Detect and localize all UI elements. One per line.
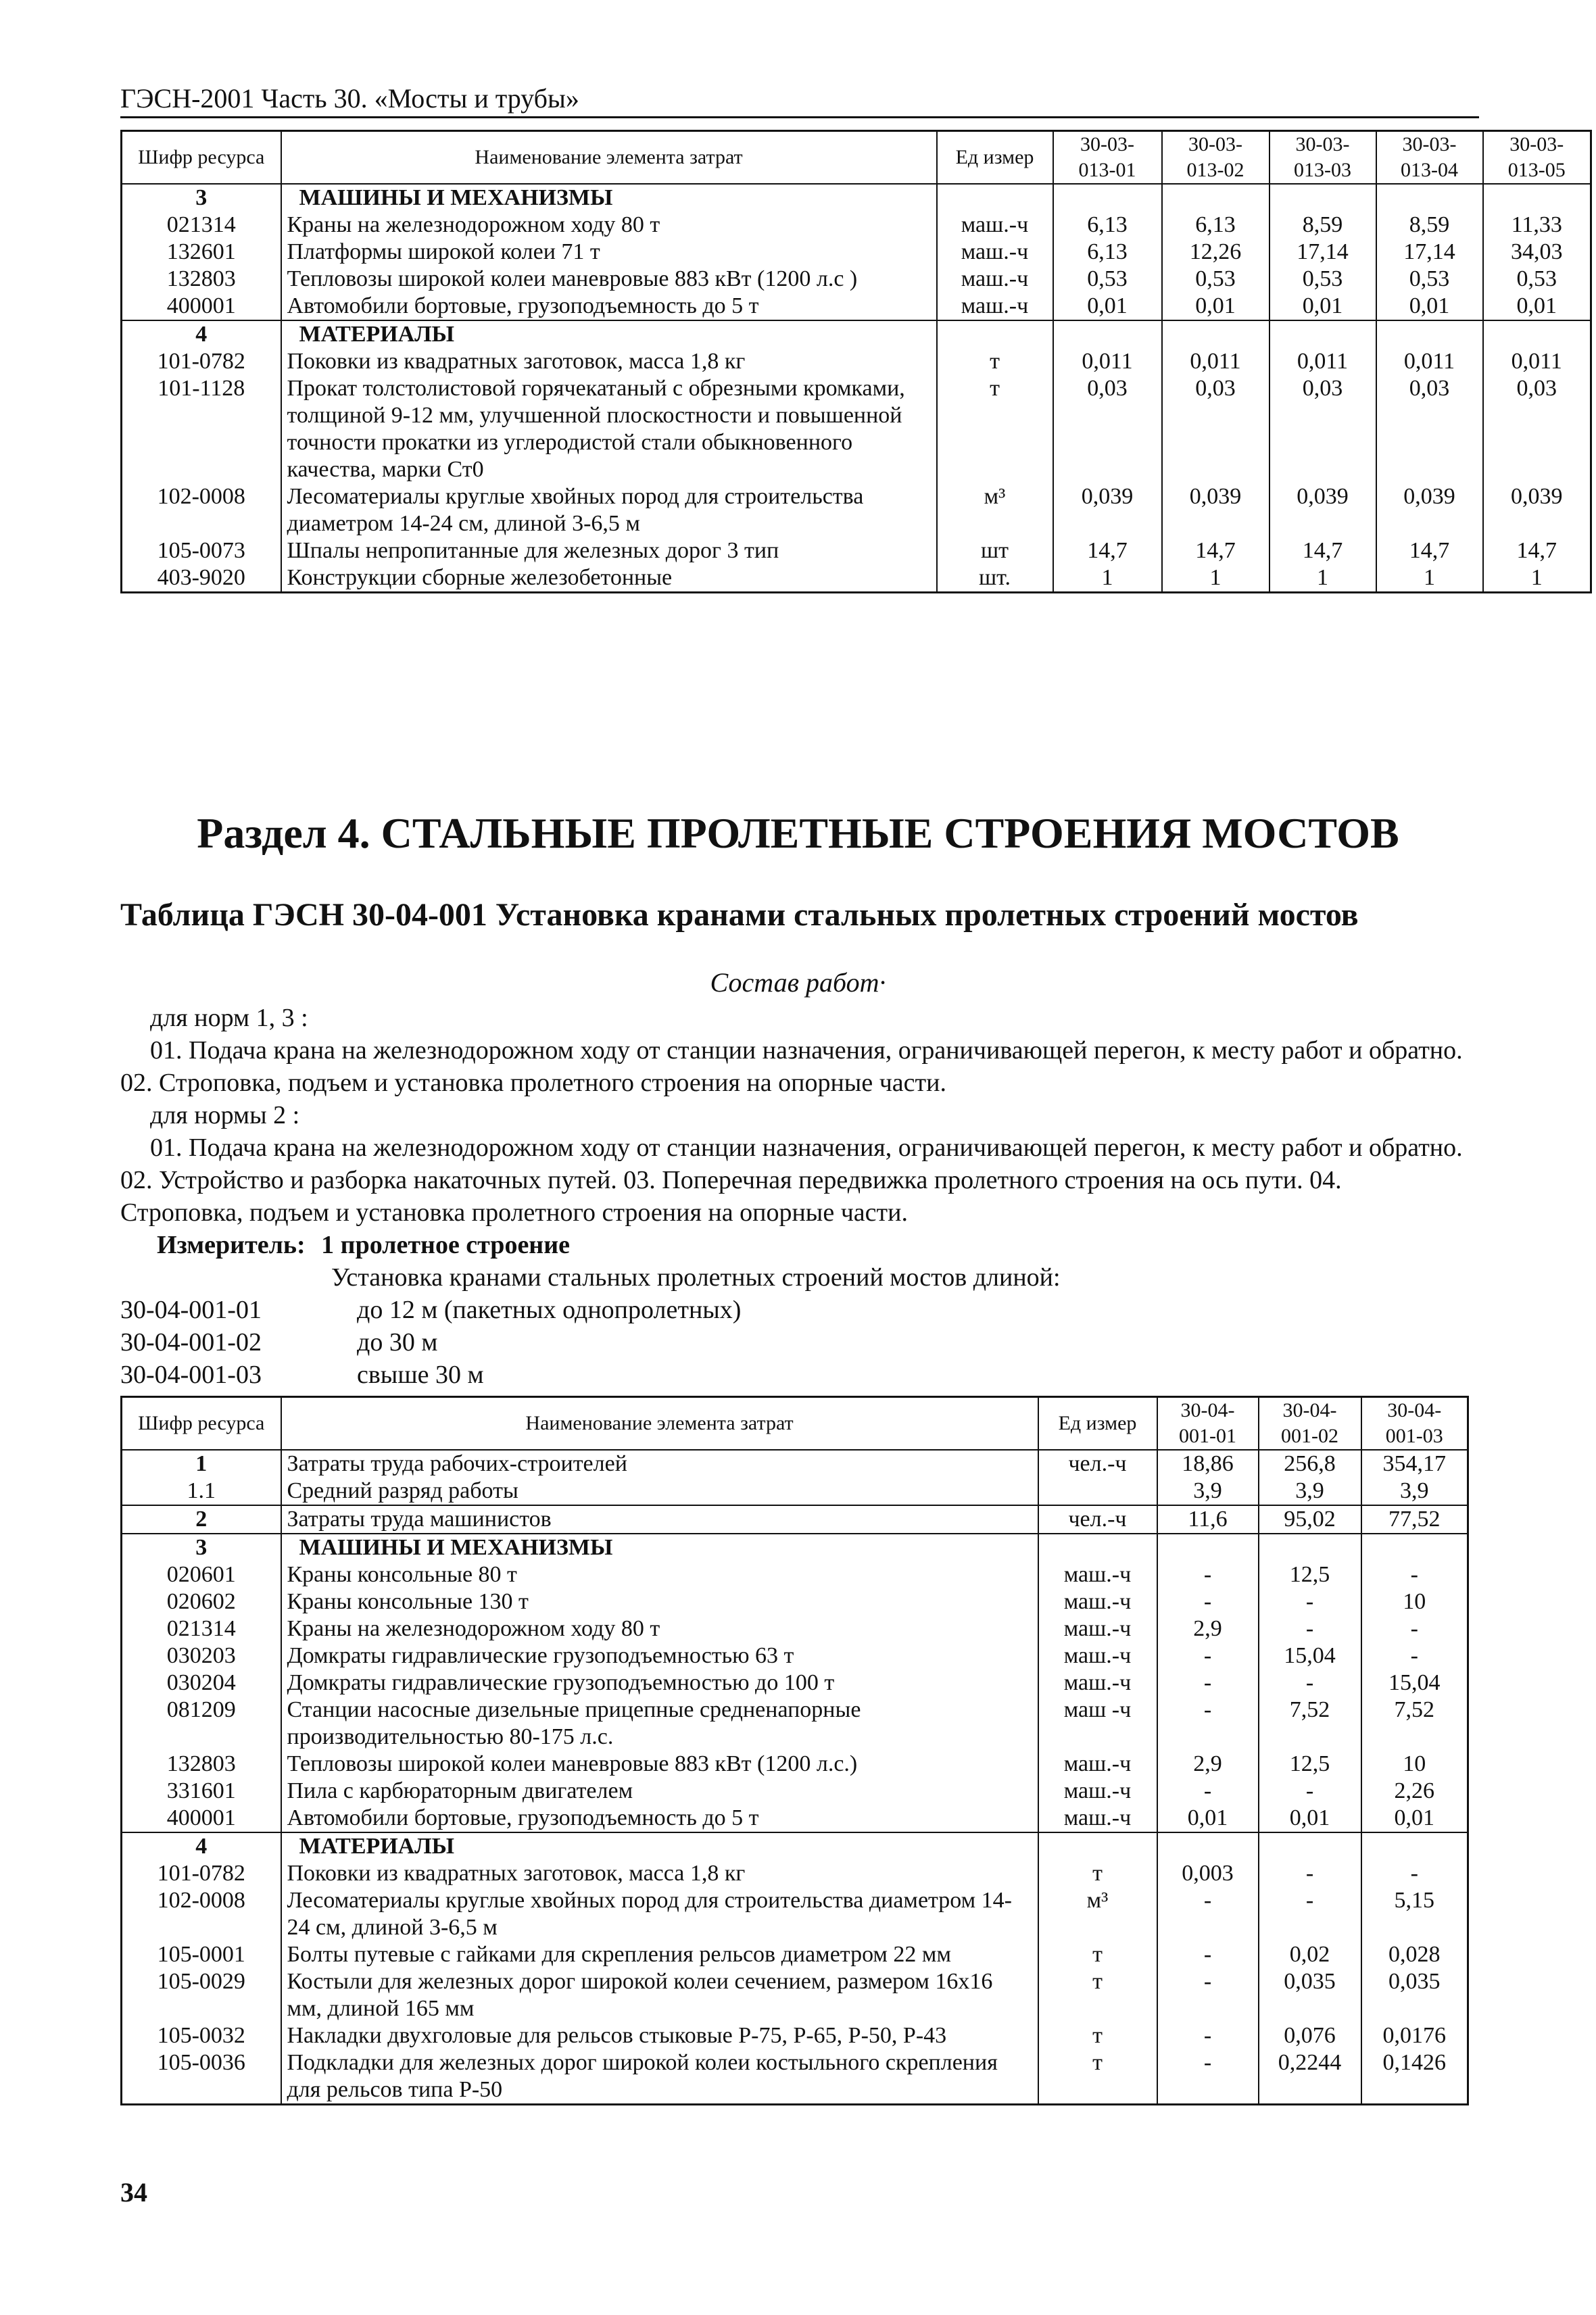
unit: [1038, 1832, 1157, 1860]
norm-value: 8,59: [1376, 212, 1483, 239]
header-norm-col: 30-03- 013-04: [1376, 131, 1483, 185]
unit: чел.-ч: [1038, 1505, 1157, 1534]
table-row: [122, 266, 1591, 293]
table-row: [122, 1887, 1468, 1941]
resource-code: 132601: [122, 239, 281, 266]
resource-name: Домкраты гидравлические грузоподъемностью до 100 т: [281, 1670, 1038, 1697]
norm-value: -: [1259, 1778, 1361, 1805]
section-row: [122, 184, 1591, 212]
resource-name: МАШИНЫ И МЕХАНИЗМЫ: [281, 184, 937, 212]
section-row: [122, 1832, 1468, 1860]
norm-value: -: [1157, 1670, 1259, 1697]
resource-name: Болты путевые с гайками для скрепления рельсов диаметром 22 мм: [281, 1941, 1038, 1968]
resource-code: 2: [122, 1505, 281, 1534]
norm-value: 7,52: [1361, 1697, 1468, 1751]
unit: т: [1038, 2022, 1157, 2049]
norm-value: [1483, 320, 1591, 348]
norm-value: 14,7: [1376, 537, 1483, 564]
norm-value: 3,9: [1361, 1478, 1468, 1505]
norm-value: 0,03: [1376, 375, 1483, 483]
norm-code-item: [120, 1294, 741, 1326]
norm-value: 0,039: [1269, 483, 1376, 537]
unit: маш.-ч: [1038, 1615, 1157, 1642]
norm-code-description: до 12 м (пакетных однопролетных): [357, 1296, 742, 1324]
norm-code-item: [120, 1359, 741, 1391]
resource-name: Подкладки для железных дорог широкой колеи костыльного скрепления для рельсов типа Р-50: [281, 2049, 1038, 2105]
norm-value: -: [1361, 1615, 1468, 1642]
norm-value: 12,5: [1259, 1751, 1361, 1778]
table-row: [122, 1478, 1468, 1505]
norm-value: 12,5: [1259, 1561, 1361, 1588]
norm-value: 2,9: [1157, 1615, 1259, 1642]
resource-code: 030203: [122, 1642, 281, 1670]
table-row: [122, 537, 1591, 564]
norm-value: 1: [1053, 564, 1162, 593]
header-name: Наименование элемента затрат: [281, 1397, 1038, 1451]
norm-value: -: [1157, 2049, 1259, 2105]
table-row: [122, 1805, 1468, 1832]
resource-name: Костыли для железных дорог широкой колеи сечением, размером 16х16 мм, длиной 165 мм: [281, 1968, 1038, 2022]
unit: маш.-ч: [1038, 1751, 1157, 1778]
resource-name: Домкраты гидравлические грузоподъемностью 63 т: [281, 1642, 1038, 1670]
table-row: [122, 1615, 1468, 1642]
unit: т: [1038, 1941, 1157, 1968]
norm-value: 0,011: [1483, 348, 1591, 375]
norm-value: 0,01: [1259, 1805, 1361, 1832]
resource-code: 021314: [122, 212, 281, 239]
resource-name: Накладки двухголовые для рельсов стыковые Р-75, Р-65, Р-50, Р-43: [281, 2022, 1038, 2049]
meter-intro: Установка кранами стальных пролетных строений мостов длиной:: [331, 1263, 1061, 1292]
norm-value: -: [1157, 1968, 1259, 2022]
norm-value: 0,2244: [1259, 2049, 1361, 2105]
resource-code: 081209: [122, 1697, 281, 1751]
resource-code: 400001: [122, 1805, 281, 1832]
resource-name: Конструкции сборные железобетонные: [281, 564, 937, 593]
norm-value: 0,039: [1162, 483, 1269, 537]
resource-code: 101-0782: [122, 348, 281, 375]
norm-value: [1259, 1534, 1361, 1561]
norm-value: 77,52: [1361, 1505, 1468, 1534]
norm-value: 0,53: [1269, 266, 1376, 293]
norm-value: 354,17: [1361, 1450, 1468, 1478]
table-row: [122, 1670, 1468, 1697]
norm-value: [1162, 184, 1269, 212]
unit: т: [937, 375, 1053, 483]
norm-code: 30-04-001-01: [120, 1296, 262, 1324]
norm-value: 15,04: [1361, 1670, 1468, 1697]
header-rule: [120, 116, 1479, 118]
resource-name: Автомобили бортовые, грузоподъемность до 5 т: [281, 1805, 1038, 1832]
resource-code: 105-0036: [122, 2049, 281, 2105]
norm-value: -: [1361, 1860, 1468, 1887]
resource-name: Поковки из квадратных заготовок, масса 1,8 кг: [281, 348, 937, 375]
resource-code: 105-0029: [122, 1968, 281, 2022]
norm-value: 15,04: [1259, 1642, 1361, 1670]
norm-value: 0,03: [1053, 375, 1162, 483]
header-unit: Ед измер: [937, 131, 1053, 185]
resource-name: Краны на железнодорожном ходу 80 т: [281, 1615, 1038, 1642]
unit: маш.-ч: [1038, 1805, 1157, 1832]
norm-value: 12,26: [1162, 239, 1269, 266]
resource-name: Затраты труда машинистов: [281, 1505, 1038, 1534]
norm-value: 8,59: [1269, 212, 1376, 239]
norm-value: 256,8: [1259, 1450, 1361, 1478]
unit: маш.-ч: [1038, 1642, 1157, 1670]
works-caption: Состав работ·: [710, 967, 886, 998]
norm-value: 0,039: [1483, 483, 1591, 537]
norm-value: 0,03: [1483, 375, 1591, 483]
resource-name: Краны консольные 130 т: [281, 1588, 1038, 1615]
resource-name: МАТЕРИАЛЫ: [281, 1832, 1038, 1860]
norm-value: 3,9: [1259, 1478, 1361, 1505]
norm-value: 1: [1376, 564, 1483, 593]
norm-value: [1483, 184, 1591, 212]
norm-2-text: 01. Подача крана на железнодорожном ходу от станции назначения, ограничивающей перегон, к месту работ и обратно. 02. Устройство и разборка накаточных путей. 03. Поперечная передвижка пролетного строения на ось пути. 04. Строповка, подъем и установка пролетного строения на опорные части.: [120, 1134, 1463, 1227]
resource-name: МАШИНЫ И МЕХАНИЗМЫ: [281, 1534, 1038, 1561]
norm-2-label: для нормы 2 :: [150, 1101, 300, 1129]
resource-name: Затраты труда рабочих-строителей: [281, 1450, 1038, 1478]
resource-code: 102-0008: [122, 483, 281, 537]
section-title: Раздел 4. СТАЛЬНЫЕ ПРОЛЕТНЫЕ СТРОЕНИЯ МОСТОВ: [197, 809, 1399, 857]
unit: маш.-ч: [1038, 1778, 1157, 1805]
unit: маш.-ч: [1038, 1670, 1157, 1697]
resource-name: Автомобили бортовые, грузоподъемность до 5 т: [281, 293, 937, 320]
norms-1-3-text: 01. Подача крана на железнодорожном ходу от станции назначения, ограничивающей перегон, к месту работ и обратно. 02. Строповка, подъем и установка пролетного строения на опорные части.: [120, 1036, 1463, 1097]
norm-value: 10: [1361, 1588, 1468, 1615]
unit: маш.-ч: [937, 266, 1053, 293]
resource-code: 3: [122, 1534, 281, 1561]
table-row: [122, 1642, 1468, 1670]
norm-value: 14,7: [1483, 537, 1591, 564]
table-row: [122, 564, 1591, 593]
table-row: [122, 1968, 1468, 2022]
resource-code: 132803: [122, 1751, 281, 1778]
unit: т: [1038, 1968, 1157, 2022]
table-row: [122, 1778, 1468, 1805]
norm-value: -: [1259, 1670, 1361, 1697]
resource-code: 105-0032: [122, 2022, 281, 2049]
table-row: [122, 239, 1591, 266]
table-row: [122, 1751, 1468, 1778]
meter-label: Измеритель:: [157, 1231, 306, 1259]
norm-value: [1053, 184, 1162, 212]
norm-value: [1157, 1832, 1259, 1860]
unit: маш.-ч: [937, 239, 1053, 266]
norm-value: 0,02: [1259, 1941, 1361, 1968]
header-code: Шифр ресурса: [122, 131, 281, 185]
norm-value: 18,86: [1157, 1450, 1259, 1478]
norm-value: -: [1361, 1561, 1468, 1588]
table-body: [122, 184, 1591, 593]
unit: маш.-ч: [1038, 1561, 1157, 1588]
resource-name: Тепловозы широкой колеи маневровые 883 кВт (1200 л.с ): [281, 266, 937, 293]
norm-code-list: [120, 1294, 741, 1391]
table-row: [122, 483, 1591, 537]
resource-code: 105-0073: [122, 537, 281, 564]
resource-name: Пила с карбюраторным двигателем: [281, 1778, 1038, 1805]
norm-value: [1259, 1832, 1361, 1860]
norm-value: 0,035: [1259, 1968, 1361, 2022]
table-header-row: [122, 131, 1591, 185]
norm-value: 2,9: [1157, 1751, 1259, 1778]
table-row: [122, 348, 1591, 375]
header-norm-col: 30-04- 001-01: [1157, 1397, 1259, 1451]
header-norm-col: 30-04- 001-03: [1361, 1397, 1468, 1451]
table-row: [122, 375, 1591, 483]
norm-value: -: [1259, 1588, 1361, 1615]
norm-value: 34,03: [1483, 239, 1591, 266]
unit: т: [937, 348, 1053, 375]
norm-value: 17,14: [1269, 239, 1376, 266]
norm-value: 0,01: [1269, 293, 1376, 320]
norm-value: 11,33: [1483, 212, 1591, 239]
norm-value: 6,13: [1053, 212, 1162, 239]
norm-value: -: [1157, 2022, 1259, 2049]
norm-value: [1162, 320, 1269, 348]
norm-value: 0,011: [1376, 348, 1483, 375]
header-norm-col: 30-03- 013-02: [1162, 131, 1269, 185]
running-title: ГЭСН-2001 Часть 30. «Мосты и трубы»: [120, 83, 579, 114]
resource-code: 1.1: [122, 1478, 281, 1505]
norm-value: 6,13: [1053, 239, 1162, 266]
resource-code: 400001: [122, 293, 281, 320]
norm-code: 30-04-001-02: [120, 1328, 262, 1357]
meter-line: [157, 1229, 570, 1261]
norm-value: [1376, 320, 1483, 348]
table-row: [122, 1505, 1468, 1534]
norm-value: 0,011: [1269, 348, 1376, 375]
norm-value: 6,13: [1162, 212, 1269, 239]
resource-table-30-03-013: [120, 130, 1592, 593]
norm-value: -: [1157, 1561, 1259, 1588]
unit: шт: [937, 537, 1053, 564]
header-unit: Ед измер: [1038, 1397, 1157, 1451]
norm-value: 0,01: [1483, 293, 1591, 320]
norm-value: [1157, 1534, 1259, 1561]
norm-value: 0,003: [1157, 1860, 1259, 1887]
resource-code: 101-1128: [122, 375, 281, 483]
norm-value: -: [1157, 1588, 1259, 1615]
norm-value: -: [1259, 1887, 1361, 1941]
norm-value: 0,53: [1376, 266, 1483, 293]
section-row: [122, 1534, 1468, 1561]
table-row: [122, 1697, 1468, 1751]
resource-name: Прокат толстолистовой горячекатаный с обрезными кромками, толщиной 9-12 мм, улучшенной плоскостности и повышенной точности прокатки из углеродистой стали обыкновенного качества, марки Ст0: [281, 375, 937, 483]
norm-code: 30-04-001-03: [120, 1361, 262, 1389]
resource-code: 102-0008: [122, 1887, 281, 1941]
resource-name: Краны консольные 80 т: [281, 1561, 1038, 1588]
table-row: [122, 293, 1591, 320]
norm-value: -: [1259, 1615, 1361, 1642]
norm-value: 10: [1361, 1751, 1468, 1778]
resource-code: 1: [122, 1450, 281, 1478]
resource-name: МАТЕРИАЛЫ: [281, 320, 937, 348]
norm-value: -: [1157, 1887, 1259, 1941]
resource-name: Платформы широкой колеи 71 т: [281, 239, 937, 266]
unit: маш.-ч: [937, 212, 1053, 239]
resource-code: 105-0001: [122, 1941, 281, 1968]
norm-value: 0,028: [1361, 1941, 1468, 1968]
norm-value: 0,01: [1053, 293, 1162, 320]
norm-value: [1269, 320, 1376, 348]
header-name: Наименование элемента затрат: [281, 131, 937, 185]
norm-value: [1361, 1832, 1468, 1860]
norm-value: 0,03: [1162, 375, 1269, 483]
meter-value: 1 пролетное строение: [321, 1231, 570, 1259]
norm-value: 11,6: [1157, 1505, 1259, 1534]
unit: [1038, 1478, 1157, 1505]
norm-value: 2,26: [1361, 1778, 1468, 1805]
norm-value: 0,039: [1376, 483, 1483, 537]
norm-value: [1376, 184, 1483, 212]
unit: т: [1038, 2049, 1157, 2105]
norm-value: -: [1157, 1778, 1259, 1805]
norm-value: -: [1157, 1642, 1259, 1670]
norm-value: 1: [1269, 564, 1376, 593]
table-row: [122, 1860, 1468, 1887]
resource-name: Краны на железнодорожном ходу 80 т: [281, 212, 937, 239]
norm-value: -: [1361, 1642, 1468, 1670]
norm-value: 0,01: [1376, 293, 1483, 320]
resource-code: 021314: [122, 1615, 281, 1642]
norm-table-title: Таблица ГЭСН 30-04-001 Установка кранами стальных пролетных строений мостов: [120, 897, 1359, 933]
norm-value: 0,03: [1269, 375, 1376, 483]
norm-value: 0,011: [1162, 348, 1269, 375]
header-norm-col: 30-03- 013-05: [1483, 131, 1591, 185]
norm-value: 14,7: [1269, 537, 1376, 564]
norm-value: [1053, 320, 1162, 348]
resource-code: 020602: [122, 1588, 281, 1615]
norm-value: [1361, 1534, 1468, 1561]
unit: т: [1038, 1860, 1157, 1887]
resource-code: 4: [122, 1832, 281, 1860]
norm-value: 5,15: [1361, 1887, 1468, 1941]
resource-code: 101-0782: [122, 1860, 281, 1887]
norm-code-description: до 30 м: [357, 1328, 438, 1357]
resource-name: Лесоматериалы круглые хвойных пород для строительства диаметром 14-24 см, длиной 3-6,5 м: [281, 483, 937, 537]
header-norm-col: 30-03- 013-03: [1269, 131, 1376, 185]
section-row: [122, 320, 1591, 348]
table-row: [122, 2049, 1468, 2105]
resource-name: Лесоматериалы круглые хвойных пород для строительства диаметром 14-24 см, длиной 3-6,5 м: [281, 1887, 1038, 1941]
table-row: [122, 2022, 1468, 2049]
header-norm-col: 30-04- 001-02: [1259, 1397, 1361, 1451]
resource-code: 331601: [122, 1778, 281, 1805]
resource-code: 030204: [122, 1670, 281, 1697]
norm-value: 0,53: [1483, 266, 1591, 293]
norm-value: 0,039: [1053, 483, 1162, 537]
norm-value: 0,011: [1053, 348, 1162, 375]
norm-value: 0,035: [1361, 1968, 1468, 2022]
norm-value: 1: [1162, 564, 1269, 593]
norm-value: 95,02: [1259, 1505, 1361, 1534]
norm-value: 0,01: [1162, 293, 1269, 320]
resource-name: Тепловозы широкой колеи маневровые 883 кВт (1200 л.с.): [281, 1751, 1038, 1778]
table-row: [122, 212, 1591, 239]
norm-value: 7,52: [1259, 1697, 1361, 1751]
norm-code-item: [120, 1326, 741, 1359]
norm-value: 0,0176: [1361, 2022, 1468, 2049]
unit: м³: [937, 483, 1053, 537]
page-number: 34: [120, 2177, 147, 2208]
unit: маш.-ч: [1038, 1588, 1157, 1615]
table-row: [122, 1588, 1468, 1615]
unit: шт.: [937, 564, 1053, 593]
norm-code-description: свыше 30 м: [357, 1361, 484, 1389]
unit: маш -ч: [1038, 1697, 1157, 1751]
norm-value: -: [1157, 1941, 1259, 1968]
resource-code: 403-9020: [122, 564, 281, 593]
header-norm-col: 30-03- 013-01: [1053, 131, 1162, 185]
norm-value: 3,9: [1157, 1478, 1259, 1505]
table-row: [122, 1561, 1468, 1588]
resource-code: 020601: [122, 1561, 281, 1588]
norms-1-3-label: для норм 1, 3 :: [150, 1004, 308, 1032]
unit: [937, 320, 1053, 348]
resource-name: Средний разряд работы: [281, 1478, 1038, 1505]
norm-value: 1: [1483, 564, 1591, 593]
norm-value: 0,01: [1361, 1805, 1468, 1832]
resource-name: Станции насосные дизельные прицепные средненапорные производительностью 80-175 л.с.: [281, 1697, 1038, 1751]
unit: маш.-ч: [937, 293, 1053, 320]
norm-value: 0,53: [1162, 266, 1269, 293]
table-row: [122, 1450, 1468, 1478]
unit: чел.-ч: [1038, 1450, 1157, 1478]
norm-value: 14,7: [1053, 537, 1162, 564]
norm-value: [1269, 184, 1376, 212]
unit: [937, 184, 1053, 212]
norm-value: 0,53: [1053, 266, 1162, 293]
table-body: [122, 1450, 1468, 2105]
norm-value: 0,076: [1259, 2022, 1361, 2049]
unit: [1038, 1534, 1157, 1561]
resource-code: 132803: [122, 266, 281, 293]
header-code: Шифр ресурса: [122, 1397, 281, 1451]
norm-value: 17,14: [1376, 239, 1483, 266]
resource-name: Поковки из квадратных заготовок, масса 1,8 кг: [281, 1860, 1038, 1887]
unit: м³: [1038, 1887, 1157, 1941]
resource-code: 4: [122, 320, 281, 348]
norm-value: -: [1259, 1860, 1361, 1887]
table-row: [122, 1941, 1468, 1968]
resource-code: 3: [122, 184, 281, 212]
norm-value: -: [1157, 1697, 1259, 1751]
resource-name: Шпалы непропитанные для железных дорог 3 тип: [281, 537, 937, 564]
table-header-row: [122, 1397, 1468, 1451]
resource-table-30-04-001: [120, 1396, 1469, 2105]
norm-value: 14,7: [1162, 537, 1269, 564]
norm-value: 0,01: [1157, 1805, 1259, 1832]
norm-value: 0,1426: [1361, 2049, 1468, 2105]
